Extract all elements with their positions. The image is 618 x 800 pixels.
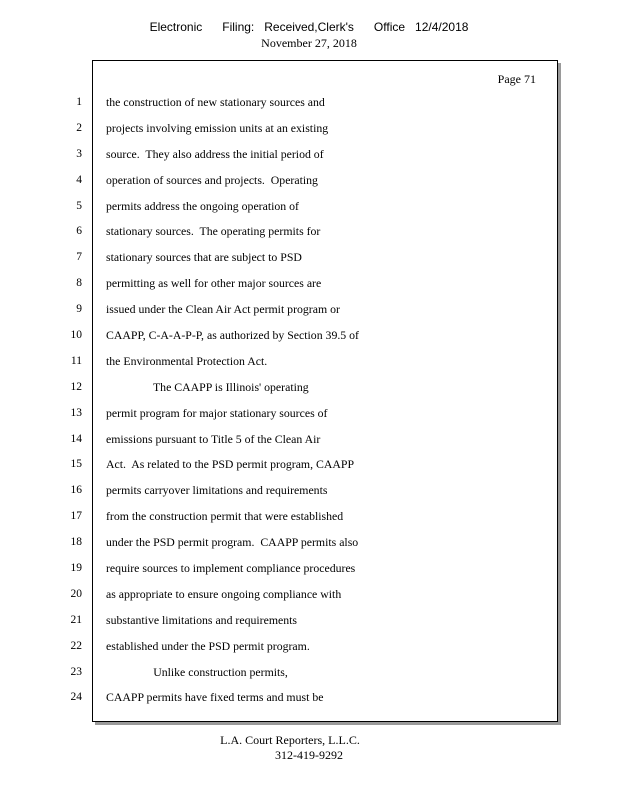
line-number: 10 bbox=[70, 329, 82, 342]
transcript-line: CAAPP permits have fixed terms and must be bbox=[106, 690, 324, 705]
reporter-company: L.A. Court Reporters, L.L.C. bbox=[220, 733, 360, 747]
transcript-line: from the construction permit that were established bbox=[106, 509, 344, 524]
transcript-line: operation of sources and projects. Operating bbox=[106, 172, 318, 187]
line-number: 21 bbox=[70, 613, 82, 626]
transcript-line: issued under the Clean Air Act permit program or bbox=[106, 302, 340, 317]
transcript-line: permits address the ongoing operation of bbox=[106, 198, 299, 213]
transcript-line: emissions pursuant to Title 5 of the Clean Air bbox=[106, 431, 321, 446]
line-number: 17 bbox=[70, 510, 82, 523]
transcript-line: Act. As related to the PSD permit program, CAAPP bbox=[106, 457, 355, 472]
line-number: 11 bbox=[70, 354, 82, 367]
line-number: 22 bbox=[70, 639, 82, 652]
transcript-line: the Environmental Protection Act. bbox=[106, 353, 268, 368]
line-number: 23 bbox=[70, 665, 82, 678]
transcript-line: CAAPP, C-A-A-P-P, as authorized by Section 39.5 of bbox=[106, 328, 359, 343]
line-number-column bbox=[50, 93, 82, 714]
line-number: 16 bbox=[70, 484, 82, 497]
line-number: 19 bbox=[70, 562, 82, 575]
line-number: 4 bbox=[76, 173, 82, 186]
transcript-line: the construction of new stationary sources and bbox=[106, 95, 325, 109]
transcript-line: The CAAPP is Illinois' operating bbox=[106, 379, 309, 394]
transcript-line: projects involving emission units at an existing bbox=[106, 120, 329, 135]
line-number: 15 bbox=[70, 458, 82, 471]
line-number: 7 bbox=[76, 251, 82, 264]
transcript-line: require sources to implement compliance procedures bbox=[106, 561, 356, 576]
line-number: 1 bbox=[76, 96, 82, 108]
reporter-phone: 312-419-9292 bbox=[275, 748, 343, 762]
transcript-line: established under the PSD permit program. bbox=[106, 638, 310, 653]
transcript-line: stationary sources. The operating permits for bbox=[106, 224, 321, 239]
transcript-line: permits carryover limitations and requirements bbox=[106, 483, 328, 498]
transcript-line: source. They also address the initial period of bbox=[106, 146, 324, 161]
line-number: 18 bbox=[70, 536, 82, 549]
line-number: 3 bbox=[76, 147, 82, 160]
line-number: 14 bbox=[70, 432, 82, 445]
line-number: 13 bbox=[70, 406, 82, 419]
header-date: November 27, 2018 bbox=[261, 36, 357, 50]
transcript-line: stationary sources that are subject to PSD bbox=[106, 250, 302, 265]
line-number: 2 bbox=[76, 121, 82, 134]
transcript-line: permit program for major stationary sources of bbox=[106, 405, 328, 420]
page-number: Page 71 bbox=[497, 72, 536, 86]
transcript-line: under the PSD permit program. CAAPP permits also bbox=[106, 535, 359, 550]
line-number: 24 bbox=[70, 691, 82, 704]
line-number: 6 bbox=[76, 225, 82, 238]
filing-stamp: Electronic Filing: Received,Clerk's Office 12/4/2018 bbox=[149, 20, 469, 34]
line-number: 8 bbox=[76, 277, 82, 290]
line-number: 12 bbox=[70, 380, 82, 393]
transcript-line: Unlike construction permits, bbox=[106, 664, 288, 679]
line-number: 5 bbox=[76, 199, 82, 212]
transcript-line: substantive limitations and requirements bbox=[106, 612, 298, 627]
transcript-line: permitting as well for other major sources are bbox=[106, 276, 322, 291]
transcript-text bbox=[106, 93, 546, 714]
line-number: 9 bbox=[76, 303, 82, 316]
transcript-line: as appropriate to ensure ongoing compliance with bbox=[106, 586, 342, 601]
line-number: 20 bbox=[70, 587, 82, 600]
